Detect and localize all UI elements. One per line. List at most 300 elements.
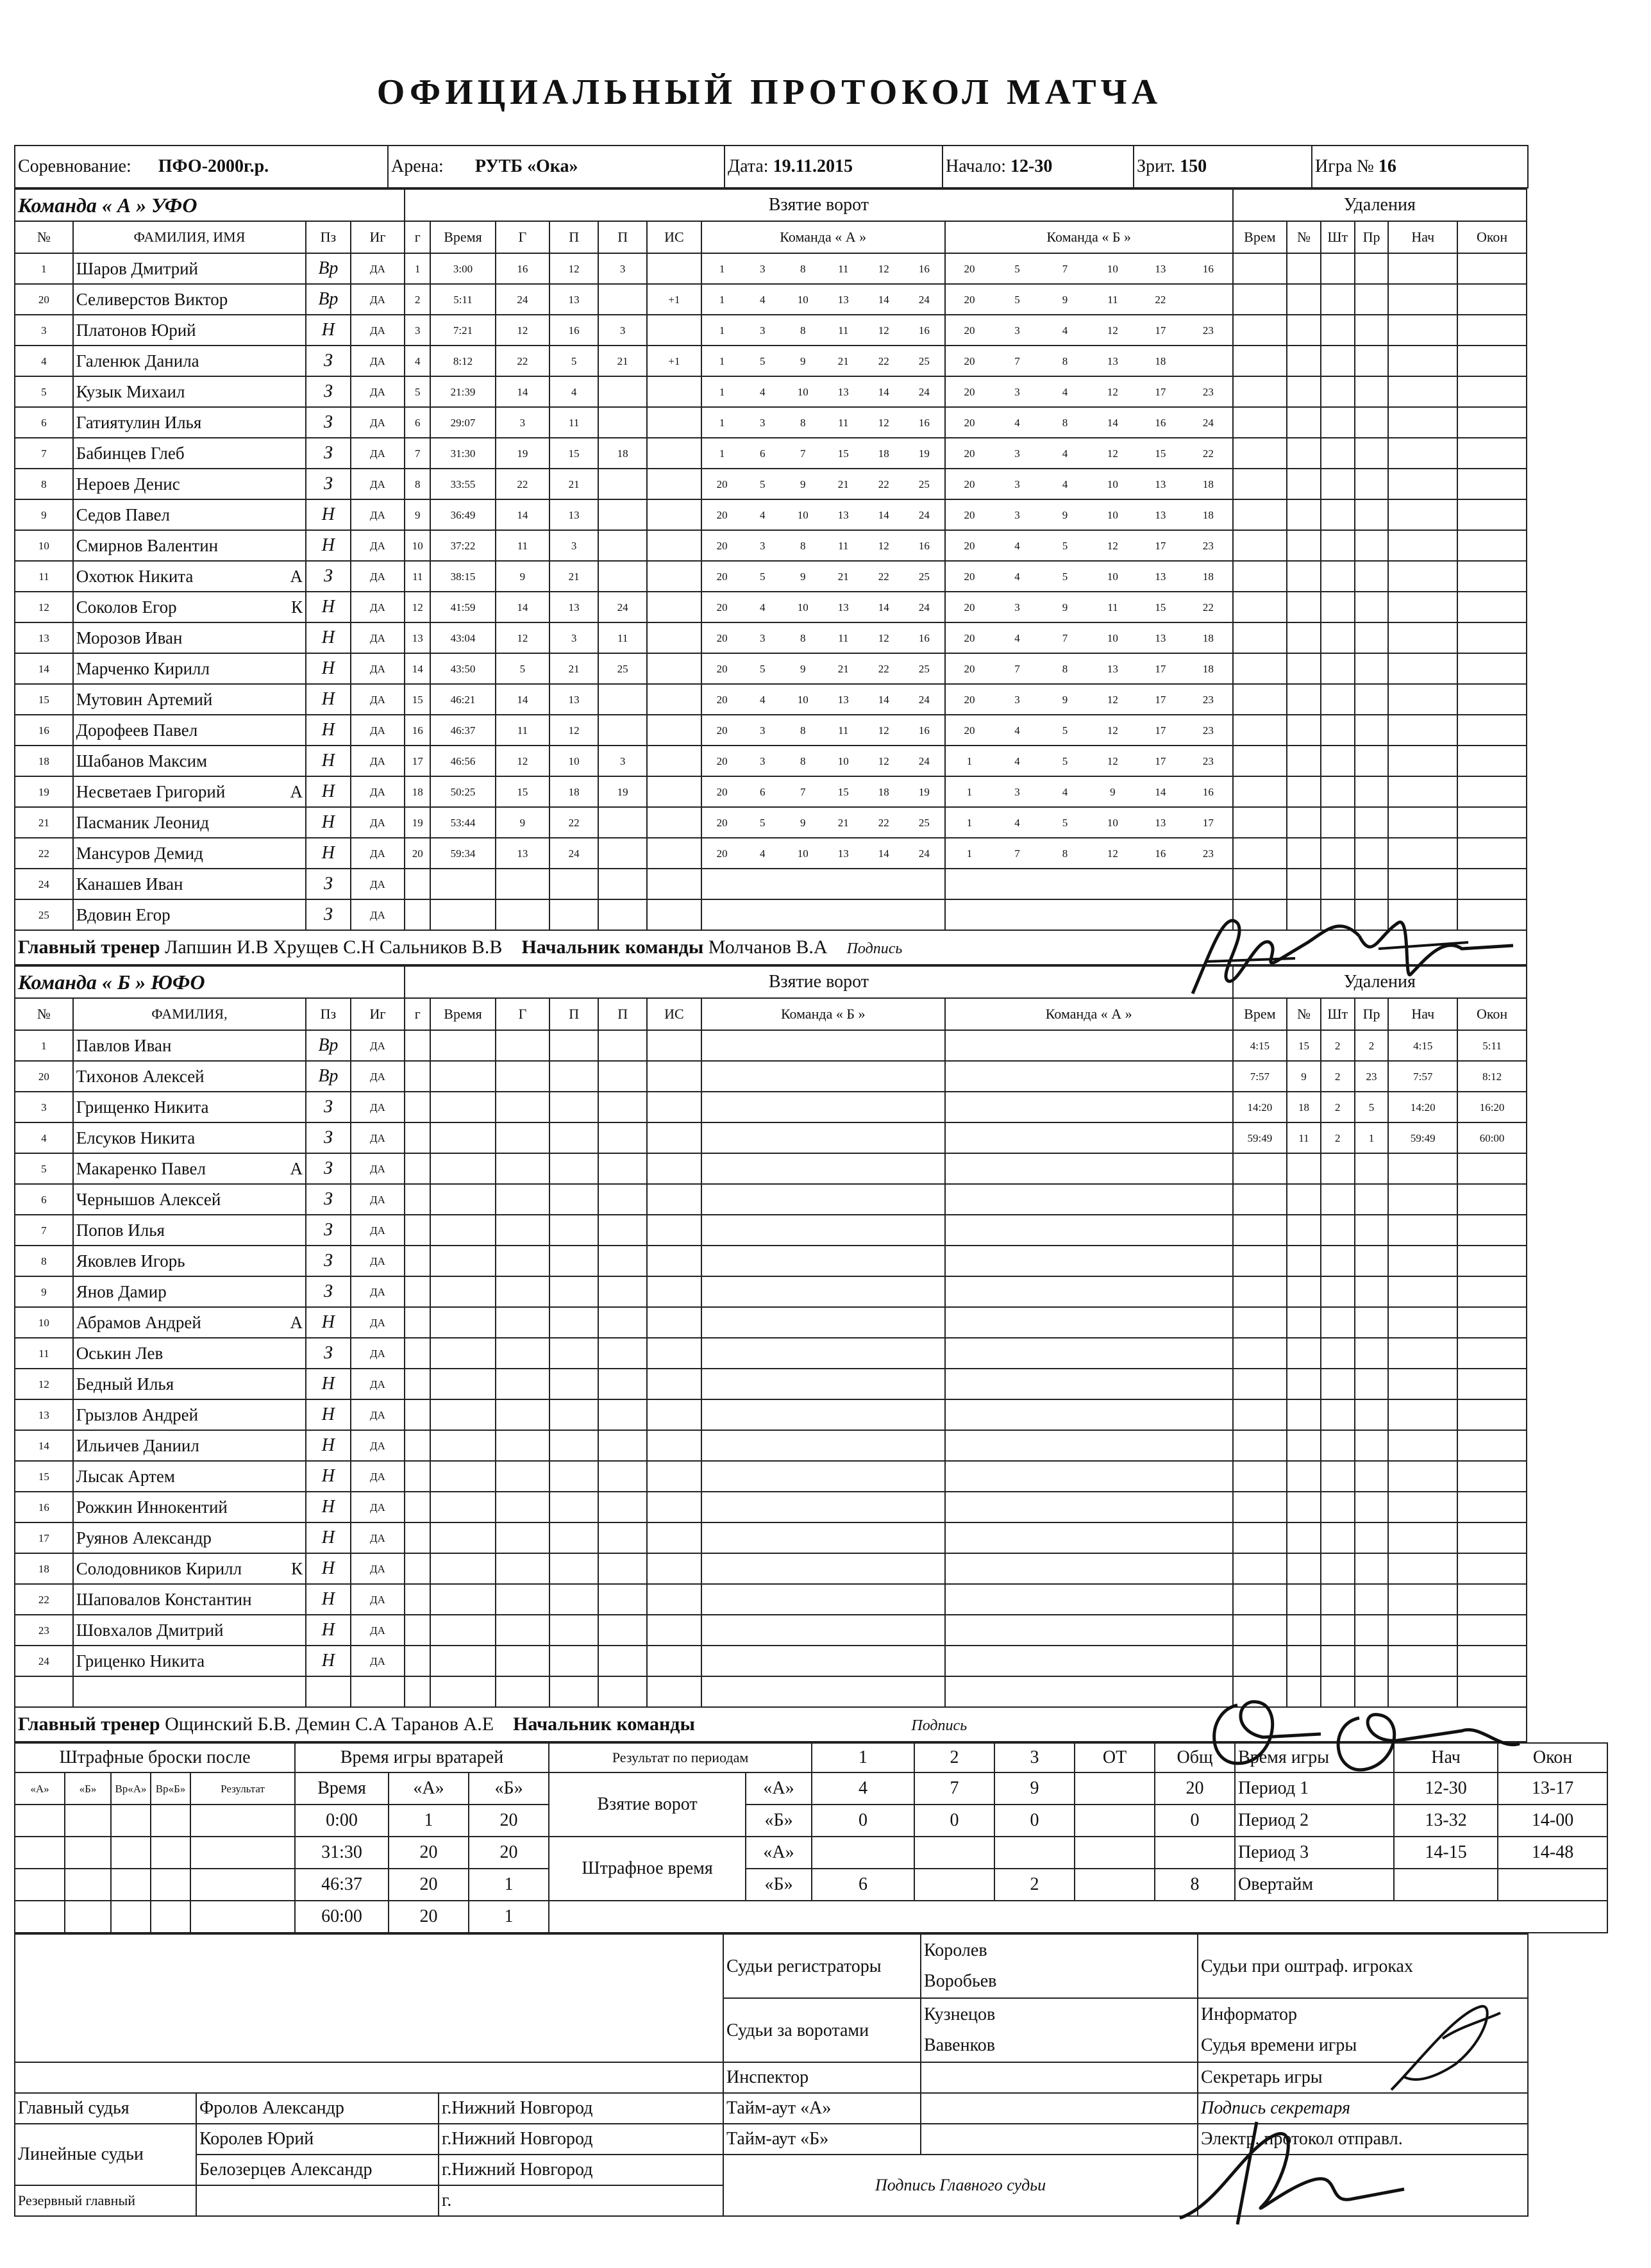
pen-cell	[1388, 838, 1457, 869]
on-ice-player: 22	[878, 570, 889, 583]
goal-cell	[496, 1307, 549, 1338]
on-ice-player: 20	[964, 601, 975, 613]
player-number: 5	[15, 1153, 73, 1184]
shootout-header: Штрафные броски после	[15, 1743, 295, 1772]
on-ice-a	[701, 684, 945, 715]
summary-blank	[549, 1901, 1607, 1933]
player-played: ДА	[351, 469, 405, 499]
on-ice-b	[945, 284, 1233, 315]
player-name: Грызлов Андрей	[76, 1405, 199, 1424]
pen-cell	[1457, 1369, 1527, 1399]
on-ice-player: 12	[878, 539, 889, 552]
player-number: 12	[15, 592, 73, 622]
on-ice-player: 23	[1202, 385, 1214, 398]
pen-cell	[1287, 776, 1321, 807]
goal-cell	[496, 1492, 549, 1522]
goal-cell	[647, 1553, 701, 1584]
goal-cell	[945, 1307, 1233, 1338]
period-col: 3	[994, 1743, 1075, 1772]
pen-cell	[1321, 469, 1355, 499]
on-ice-player: 18	[1202, 662, 1214, 675]
pen-cell	[1388, 592, 1457, 622]
on-ice-a	[701, 622, 945, 653]
goal-index: 12	[405, 592, 430, 622]
player-played: ДА	[351, 1184, 405, 1215]
goal-cell	[647, 1215, 701, 1246]
pen-cell	[1457, 1153, 1527, 1184]
goal-cell	[701, 1338, 945, 1369]
pen-cell	[1355, 1369, 1389, 1399]
pen-cell	[1233, 407, 1287, 438]
goal-assist-2: 3	[598, 253, 647, 284]
player-position: Вр	[306, 284, 351, 315]
player-number: 10	[15, 1307, 73, 1338]
on-ice-player: 13	[1155, 570, 1166, 583]
summary-value	[994, 1837, 1075, 1869]
goal-assist-2	[598, 715, 647, 746]
player-position: Н	[306, 746, 351, 776]
goal-time: 43:04	[430, 622, 495, 653]
player-name: Бабинцев Глеб	[76, 443, 185, 463]
goal-cell	[549, 1338, 598, 1369]
player-number: 16	[15, 715, 73, 746]
player-name: Несветаев Григорий	[76, 781, 226, 801]
player-position: Вр	[306, 253, 351, 284]
player-row	[15, 561, 1527, 592]
pen-cell	[1321, 746, 1355, 776]
goal-cell	[496, 1399, 549, 1430]
pen-start: 4:15	[1388, 1030, 1457, 1061]
player-position: Н	[306, 499, 351, 530]
goal-assist-1: 24	[549, 838, 598, 869]
player-position	[306, 1676, 351, 1707]
on-ice-player: 12	[1107, 385, 1118, 398]
reserve-label: Резервный главный	[15, 2185, 196, 2216]
goal-assist-2: 11	[598, 622, 647, 653]
on-ice-player: 1	[966, 785, 973, 798]
goal-assist-2: 3	[598, 315, 647, 346]
pen-cell	[1287, 1246, 1321, 1276]
goal-cell	[701, 1430, 945, 1461]
player-name-cell	[73, 899, 306, 930]
pen-cell	[1287, 499, 1321, 530]
goal-cell	[598, 1369, 647, 1399]
player-row	[15, 838, 1527, 869]
sign-blank	[1198, 2155, 1528, 2216]
goal-index: 14	[405, 653, 430, 684]
on-ice-b	[945, 407, 1233, 438]
goal-cell	[598, 1615, 647, 1646]
on-ice-player: 5	[759, 354, 766, 367]
on-ice-player: 13	[1107, 354, 1118, 367]
secretary-sign-label: Подпись секретаря	[1198, 2093, 1528, 2124]
team_b-table	[14, 965, 1527, 1742]
col-num: №	[15, 998, 73, 1030]
on-ice-player: 23	[1202, 324, 1214, 337]
goal-cell	[647, 1646, 701, 1676]
pen-start: 59:49	[1388, 1122, 1457, 1153]
goal-cell	[549, 1061, 598, 1092]
gk-a: 20	[389, 1901, 469, 1933]
on-ice-player: 1	[719, 385, 725, 398]
shootout-col: Результат	[190, 1772, 295, 1805]
summary-value	[1075, 1805, 1155, 1837]
goal-time: 7:21	[430, 315, 495, 346]
player-position: Н	[306, 1522, 351, 1553]
goal-cell	[598, 1184, 647, 1215]
goal-index: 2	[405, 284, 430, 315]
goal-cell	[430, 1153, 495, 1184]
on-ice-player: 1	[719, 262, 725, 275]
player-row	[15, 776, 1527, 807]
summary-value	[1155, 1837, 1235, 1869]
goal-assist-2: 19	[598, 776, 647, 807]
pen-cell	[1321, 407, 1355, 438]
player-number: 13	[15, 622, 73, 653]
summary-team: «Б»	[746, 1805, 812, 1837]
goal-cell	[430, 1215, 495, 1246]
on-ice-player: 17	[1155, 755, 1166, 767]
player-row	[15, 407, 1527, 438]
goal-cell	[430, 1092, 495, 1122]
gk-b: 1	[469, 1869, 549, 1901]
pen-cell	[1355, 1338, 1389, 1369]
goal-assist-1: 3	[549, 530, 598, 561]
goal-assist-2: 21	[598, 346, 647, 376]
pen-pr: 2	[1355, 1030, 1389, 1061]
pen-cell	[1287, 376, 1321, 407]
player-name: Марченко Кирилл	[76, 658, 210, 678]
player-name-cell	[73, 715, 306, 746]
goal-cell	[701, 1369, 945, 1399]
player-number: 22	[15, 838, 73, 869]
gk-b: 20	[469, 1837, 549, 1869]
col-pen-end: Окон	[1457, 998, 1527, 1030]
on-ice-player: 20	[716, 785, 728, 798]
pen-cell	[1233, 715, 1287, 746]
pen-cell	[1287, 1522, 1321, 1553]
goal-cell	[496, 869, 549, 899]
on-ice-player: 18	[1202, 631, 1214, 644]
goal-assist-1: 11	[549, 407, 598, 438]
player-position: Н	[306, 653, 351, 684]
goal-assist-2	[598, 469, 647, 499]
pen-num: 11	[1287, 1122, 1321, 1153]
player-number: 22	[15, 1584, 73, 1615]
player-row	[15, 1338, 1527, 1369]
officials-left-blank	[15, 1934, 723, 2062]
player-row	[15, 1215, 1527, 1246]
on-ice-player: 23	[1202, 539, 1214, 552]
on-ice-player: 16	[918, 324, 930, 337]
player-name: Соколов Егор	[76, 597, 177, 617]
goal-time: 31:30	[430, 438, 495, 469]
pen-cell	[1457, 253, 1527, 284]
player-position: З	[306, 376, 351, 407]
header-table	[14, 145, 1529, 188]
referee-city: г.Нижний Новгород	[439, 2093, 723, 2124]
arena-cell: Арена: РУТБ «Ока»	[388, 146, 725, 188]
pen-time: 59:49	[1233, 1122, 1287, 1153]
pen-cell	[1355, 315, 1389, 346]
player-name: Елсуков Никита	[76, 1128, 196, 1147]
player-number: 20	[15, 284, 73, 315]
player-played: ДА	[351, 838, 405, 869]
on-ice-player: 7	[1062, 262, 1068, 275]
pen-cell	[1287, 622, 1321, 653]
on-ice-player: 10	[797, 508, 809, 521]
player-number: 1	[15, 1030, 73, 1061]
player-row	[15, 592, 1527, 622]
player-name: Дорофеев Павел	[76, 720, 198, 740]
col-onice-2: Команда « Б »	[945, 221, 1233, 253]
pen-cell	[1457, 869, 1527, 899]
player-row	[15, 1246, 1527, 1276]
goal-cell	[945, 1584, 1233, 1615]
goal-scorer: 13	[496, 838, 549, 869]
on-ice-b	[945, 715, 1233, 746]
player-name: Ильичев Даниил	[76, 1435, 199, 1455]
pen-cell	[1233, 284, 1287, 315]
arena-value: РУТБ «Ока»	[474, 156, 578, 176]
goal-cell	[647, 1307, 701, 1338]
gk-col: «А»	[389, 1772, 469, 1805]
pen-cell	[1355, 407, 1389, 438]
pen-cell	[1457, 1246, 1527, 1276]
goal-cell	[405, 1369, 430, 1399]
pen-cell	[1355, 1615, 1389, 1646]
pen-time: 14:20	[1233, 1092, 1287, 1122]
goal-is	[647, 530, 701, 561]
pen-cell	[1388, 1430, 1457, 1461]
goal-scorer: 12	[496, 622, 549, 653]
player-name: Абрамов Андрей	[76, 1312, 201, 1332]
pen-cell	[1457, 838, 1527, 869]
captain-mark: К	[291, 1558, 303, 1578]
col-onice-2: Команда « А »	[945, 998, 1233, 1030]
col-time: Время	[430, 998, 495, 1030]
pen-cell	[1321, 1461, 1355, 1492]
goal-cell	[430, 1676, 495, 1707]
goal-is	[647, 499, 701, 530]
on-ice-player: 9	[800, 816, 806, 829]
team_b-title: Команда « Б » ЮФО	[15, 966, 405, 998]
pen-cell	[1233, 1184, 1287, 1215]
player-row	[15, 1184, 1527, 1215]
player-position: Вр	[306, 1030, 351, 1061]
pen-cell	[1233, 776, 1287, 807]
pen-cell	[1321, 653, 1355, 684]
pen-cell	[1233, 1215, 1287, 1246]
pen-cell	[1457, 715, 1527, 746]
player-name-cell	[73, 1246, 306, 1276]
player-name-cell	[73, 592, 306, 622]
summary-row-label: Штрафное время	[549, 1837, 746, 1901]
time-end-header: Окон	[1498, 1743, 1607, 1772]
on-ice-player: 3	[1014, 601, 1020, 613]
player-name: Тихонов Алексей	[76, 1066, 205, 1086]
on-ice-a	[701, 807, 945, 838]
pen-cell	[1457, 1338, 1527, 1369]
goal-cell	[647, 899, 701, 930]
on-ice-player: 9	[800, 354, 806, 367]
penalties-header: Удаления	[1233, 966, 1527, 998]
player-name-cell	[73, 1461, 306, 1492]
goal-cell	[405, 1122, 430, 1153]
linesmen-label: Линейные судьи	[15, 2124, 196, 2185]
pen-cell	[1355, 592, 1389, 622]
competition-value: ПФО-2000г.р.	[158, 156, 269, 176]
player-position: З	[306, 1184, 351, 1215]
goal-cell	[405, 899, 430, 930]
pen-cell	[1355, 1553, 1389, 1584]
player-played: ДА	[351, 1584, 405, 1615]
player-position: З	[306, 1276, 351, 1307]
player-position: З	[306, 438, 351, 469]
goal-cell	[701, 1461, 945, 1492]
on-ice-b	[945, 592, 1233, 622]
col-assist-1: П	[549, 998, 598, 1030]
goal-index: 3	[405, 315, 430, 346]
on-ice-b	[945, 746, 1233, 776]
on-ice-player: 5	[1062, 755, 1068, 767]
pen-end: 5:11	[1457, 1030, 1527, 1061]
pen-cell	[1287, 438, 1321, 469]
goal-cell	[945, 899, 1233, 930]
pen-num: 9	[1287, 1061, 1321, 1092]
player-row	[15, 1492, 1527, 1522]
on-ice-player: 4	[1062, 447, 1068, 460]
on-ice-player: 12	[878, 724, 889, 737]
gk-col: Время	[295, 1772, 389, 1805]
on-ice-player: 20	[964, 724, 975, 737]
on-ice-player: 4	[1014, 755, 1020, 767]
pen-cell	[1355, 561, 1389, 592]
on-ice-player: 18	[1202, 570, 1214, 583]
player-played: ДА	[351, 438, 405, 469]
pen-cell	[1233, 1246, 1287, 1276]
pen-cell	[1321, 622, 1355, 653]
pen-sht: 2	[1321, 1061, 1355, 1092]
player-name: Яковлев Игорь	[76, 1251, 185, 1271]
on-ice-player: 5	[1062, 539, 1068, 552]
on-ice-player: 20	[716, 724, 728, 737]
shootout-cell	[190, 1805, 295, 1837]
goal-cell	[405, 1307, 430, 1338]
pen-cell	[1233, 1646, 1287, 1676]
goal-assist-2: 25	[598, 653, 647, 684]
player-played: ДА	[351, 1615, 405, 1646]
player-row	[15, 1676, 1527, 1707]
summary-value: 0	[914, 1805, 994, 1837]
pen-cell	[1355, 746, 1389, 776]
player-name-cell	[73, 1122, 306, 1153]
player-played: ДА	[351, 1338, 405, 1369]
summary-value: 8	[1155, 1869, 1235, 1901]
player-number: 8	[15, 469, 73, 499]
period-col: Общ	[1155, 1743, 1235, 1772]
goal-time: 50:25	[430, 776, 495, 807]
pen-cell	[1388, 746, 1457, 776]
pen-cell	[1233, 869, 1287, 899]
goal-cell	[701, 899, 945, 930]
pen-cell	[1457, 1276, 1527, 1307]
on-ice-b	[945, 684, 1233, 715]
player-name-cell	[73, 746, 306, 776]
on-ice-player: 12	[878, 755, 889, 767]
goal-cell	[430, 1061, 495, 1092]
goal-cell	[430, 1553, 495, 1584]
on-ice-player: 3	[1014, 447, 1020, 460]
on-ice-player: 20	[964, 293, 975, 306]
pen-cell	[1287, 1307, 1321, 1338]
linesman-2: Белозерцев Александр	[196, 2155, 439, 2185]
on-ice-player: 20	[964, 539, 975, 552]
pen-cell	[1457, 1399, 1527, 1430]
on-ice-player: 21	[837, 478, 849, 490]
goal-cell	[701, 1307, 945, 1338]
pen-cell	[1233, 1492, 1287, 1522]
shootout-cell	[190, 1901, 295, 1933]
player-row	[15, 438, 1527, 469]
on-ice-player: 20	[964, 385, 975, 398]
player-name: Канашев Иван	[76, 874, 183, 894]
shootout-cell	[65, 1901, 111, 1933]
player-played: ДА	[351, 1492, 405, 1522]
pen-cell	[1233, 1399, 1287, 1430]
col-pen-num: №	[1287, 998, 1321, 1030]
goal-cell	[496, 1246, 549, 1276]
goal-cell	[496, 1092, 549, 1122]
col-g: г	[405, 221, 430, 253]
on-ice-player: 6	[759, 785, 766, 798]
document-title: ОФИЦИАЛЬНЫЙ ПРОТОКОЛ МАТЧА	[376, 72, 1162, 112]
on-ice-player: 13	[837, 385, 849, 398]
player-name-cell	[73, 1215, 306, 1246]
player-number: 24	[15, 1646, 73, 1676]
on-ice-player: 11	[838, 631, 849, 644]
on-ice-player: 10	[1107, 816, 1118, 829]
player-name: Оськин Лев	[76, 1343, 163, 1363]
player-number: 4	[15, 1122, 73, 1153]
player-number: 12	[15, 1369, 73, 1399]
goal-cell	[405, 1676, 430, 1707]
pen-cell	[1355, 1399, 1389, 1430]
pen-cell	[1233, 899, 1287, 930]
goal-cell	[701, 1215, 945, 1246]
player-number: 3	[15, 315, 73, 346]
pen-pr: 23	[1355, 1061, 1389, 1092]
on-ice-player: 22	[878, 662, 889, 675]
on-ice-player: 24	[918, 693, 930, 706]
player-position: З	[306, 1153, 351, 1184]
pen-cell	[1388, 346, 1457, 376]
player-played: ДА	[351, 1369, 405, 1399]
goal-assist-1: 22	[549, 807, 598, 838]
col-pen-pr: Пр	[1355, 998, 1389, 1030]
player-name-cell	[73, 1646, 306, 1676]
timeout-a-label: Тайм-аут «А»	[723, 2093, 921, 2124]
goal-cell	[647, 1430, 701, 1461]
player-name: Гатиятулин Илья	[76, 412, 202, 432]
player-played: ДА	[351, 622, 405, 653]
pen-cell	[1388, 438, 1457, 469]
pen-cell	[1388, 899, 1457, 930]
goal-is	[647, 376, 701, 407]
on-ice-b	[945, 653, 1233, 684]
pen-cell	[1355, 469, 1389, 499]
pen-cell	[1233, 469, 1287, 499]
